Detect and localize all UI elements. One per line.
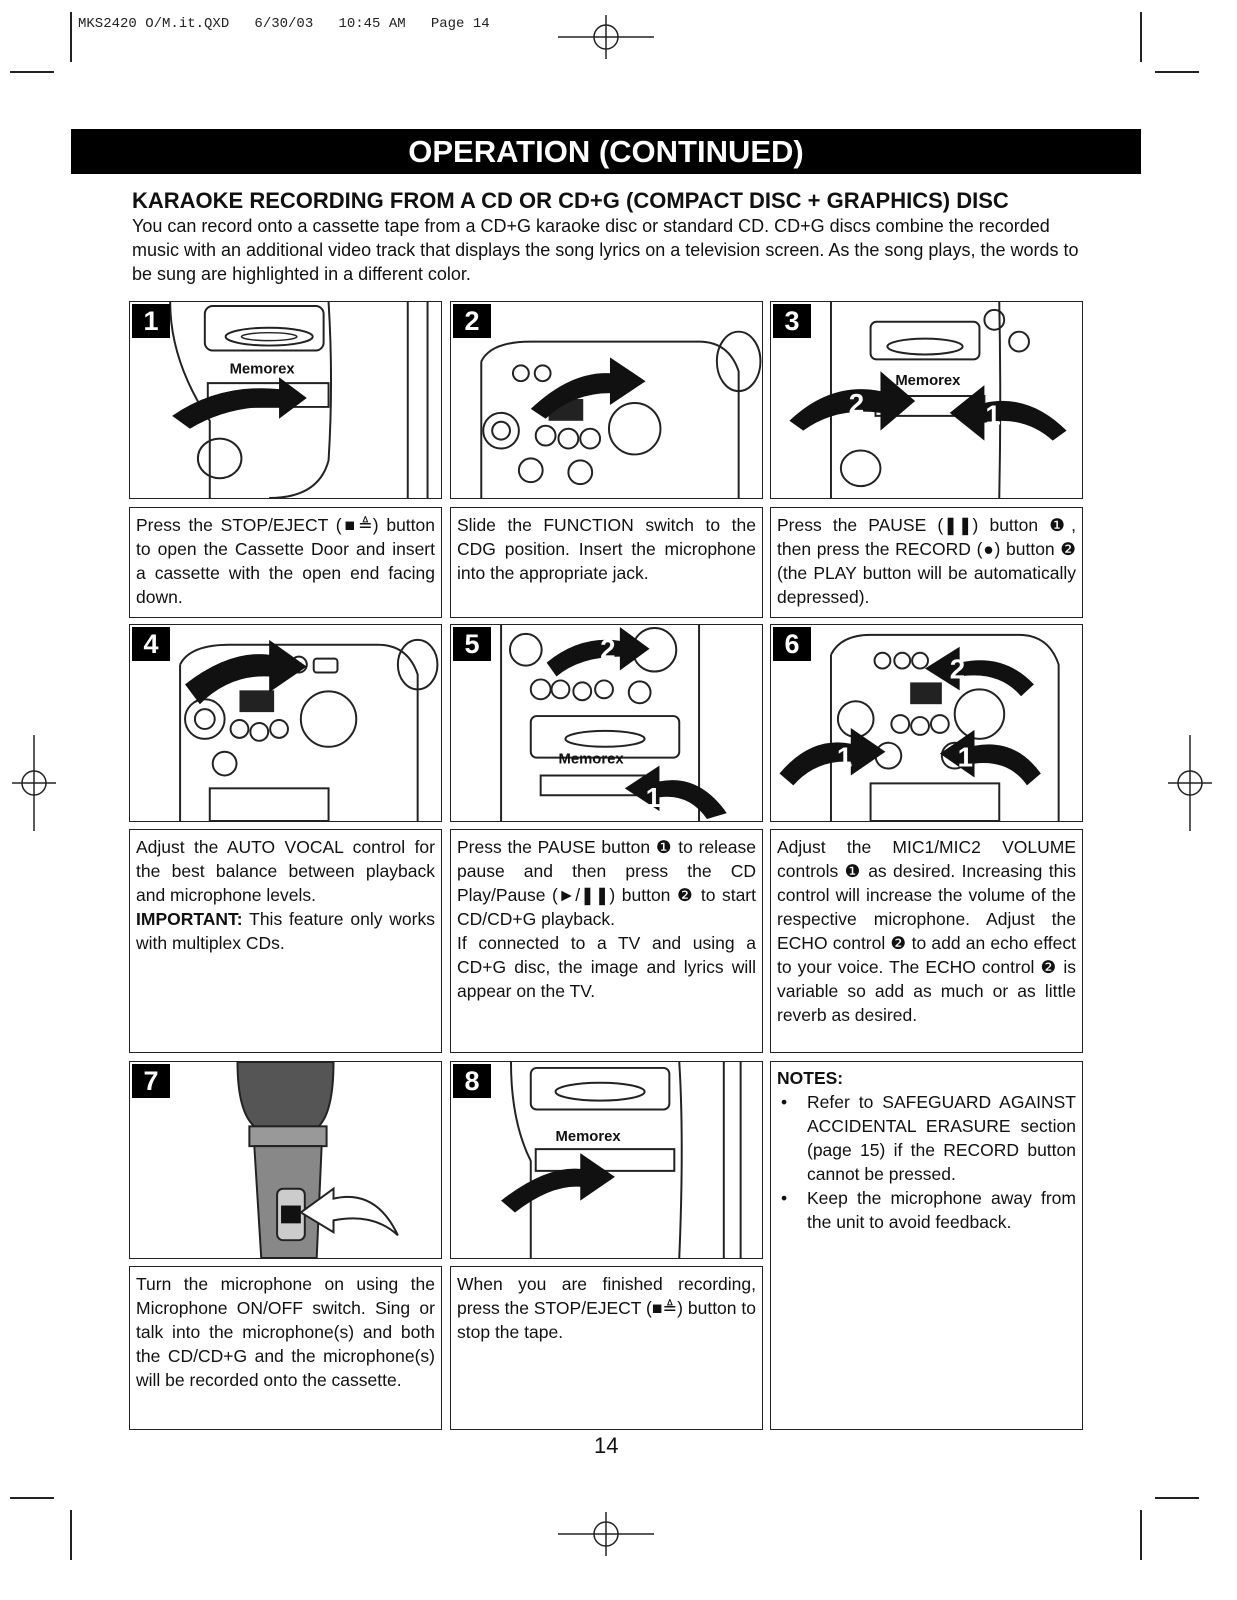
step-8-illustration [450, 1061, 763, 1259]
registration-mark-left [12, 735, 56, 831]
crop-mark [1140, 1510, 1142, 1560]
step-7-illustration [129, 1061, 442, 1259]
step-3-instructions: Press the PAUSE (❚❚) button ❶, then press the RECORD (●) button ❷ (the PLAY button will be automatically depressed). [770, 507, 1083, 618]
brand-logo: Memorex [555, 1129, 621, 1146]
crop-mark [1155, 71, 1199, 73]
list-item: • Refer to SAFEGUARD AGAINST ACCIDENTAL ERASURE section (page 15) if the RECORD button cannot be pressed. [807, 1090, 1076, 1186]
arrow-icon [940, 730, 1041, 785]
list-item: • Keep the microphone away from the unit to avoid feedback. [807, 1186, 1076, 1234]
step-1-illustration [129, 301, 442, 499]
step-6-instructions: Adjust the MIC1/MIC2 VOLUME controls ❶ as desired. Increasing this control will increase the volume of the respective microphone. Adjust the ECHO control ❷ to add an echo effect to your voice. The ECHO control ❷ is variable so add as much or as little reverb as desired. [770, 829, 1083, 1053]
step-number: 8 [453, 1064, 491, 1098]
callout-number: 2 [848, 387, 865, 419]
brand-logo: Memorex [895, 373, 961, 390]
arrow-icon [501, 1153, 615, 1212]
callout-number: 1 [836, 741, 853, 773]
step-4-illustration [129, 624, 442, 822]
crop-mark [70, 1510, 72, 1560]
crop-mark [10, 71, 54, 73]
callout-number: 1 [957, 741, 974, 773]
step-5-illustration [450, 624, 763, 822]
notes-box [770, 1061, 1083, 1430]
step-6-illustration [770, 624, 1083, 822]
step-2-instructions: Slide the FUNCTION switch to the CDG position. Insert the microphone into the appropriate jack. [450, 507, 763, 618]
step-number: 1 [132, 304, 170, 338]
callout-number: 1 [985, 399, 1001, 431]
arrow-icon [950, 385, 1067, 440]
step-number: 4 [132, 627, 170, 661]
step-5-instructions: Press the PAUSE button ❶ to release pause and then press the CD Play/Pause (►/❚❚) button ❷ to start CD/CD+G playback. If connected to a TV and using a CD+G disc, the image and lyrics will appear on the TV. [450, 829, 763, 1053]
callout-number: 2 [600, 633, 616, 665]
brand-logo: Memorex [229, 361, 295, 378]
step-1-instructions: Press the STOP/EJECT (■≜) button to open the Cassette Door and insert a cassette with the open end facing down. [129, 507, 442, 618]
arrow-icon [172, 377, 307, 428]
step-number: 5 [453, 627, 491, 661]
step-number: 2 [453, 304, 491, 338]
step-number: 3 [773, 304, 811, 338]
section-title: KARAOKE RECORDING FROM A CD OR CD+G (COMPACT DISC + GRAPHICS) DISC [132, 188, 1009, 213]
brand-logo: Memorex [558, 751, 624, 768]
notes-heading: NOTES: [777, 1068, 844, 1088]
step-number: 7 [132, 1064, 170, 1098]
arrow-icon [547, 627, 650, 676]
printer-slug: MKS2420 O/M.it.QXD 6/30/03 10:45 AM Page 14 [78, 16, 490, 32]
registration-mark-right [1168, 735, 1212, 831]
callout-number: 1 [645, 782, 662, 814]
registration-mark-bottom [558, 1512, 654, 1556]
step-8-instructions: When you are finished recording, press the STOP/EJECT (■≜) button to stop the tape. [450, 1266, 763, 1430]
crop-mark [1155, 1497, 1199, 1499]
page-title: OPERATION (CONTINUED) [71, 129, 1141, 174]
arrow-icon [780, 728, 886, 785]
registration-mark-top [558, 15, 654, 59]
section-intro: You can record onto a cassette tape from a CD+G karaoke disc or standard CD. CD+G discs combine the recorded music with an additional video track that displays the song lyrics on a television screen. As the song plays, the words to be sung are highlighted in a different color. [132, 216, 1079, 284]
notes-list [777, 1090, 1076, 1234]
crop-mark [10, 1497, 54, 1499]
important-label: IMPORTANT: [136, 909, 243, 929]
arrow-icon [625, 766, 727, 819]
step-2-illustration [450, 301, 763, 499]
crop-mark [70, 12, 72, 62]
callout-number: 2 [949, 653, 966, 685]
crop-mark [1140, 12, 1142, 62]
page-number: 14 [594, 1433, 619, 1458]
step-number: 6 [773, 627, 811, 661]
step-4-instructions: Adjust the AUTO VOCAL control for the best balance between playback and microphone levels. IMPORTANT: This feature only works with multiplex CDs. [129, 829, 442, 1053]
step-3-illustration [770, 301, 1083, 499]
step-7-instructions: Turn the microphone on using the Microphone ON/OFF switch. Sing or talk into the microphone(s) and both the CD/CD+G and the microphone(s) will be recorded onto the cassette. [129, 1266, 442, 1430]
